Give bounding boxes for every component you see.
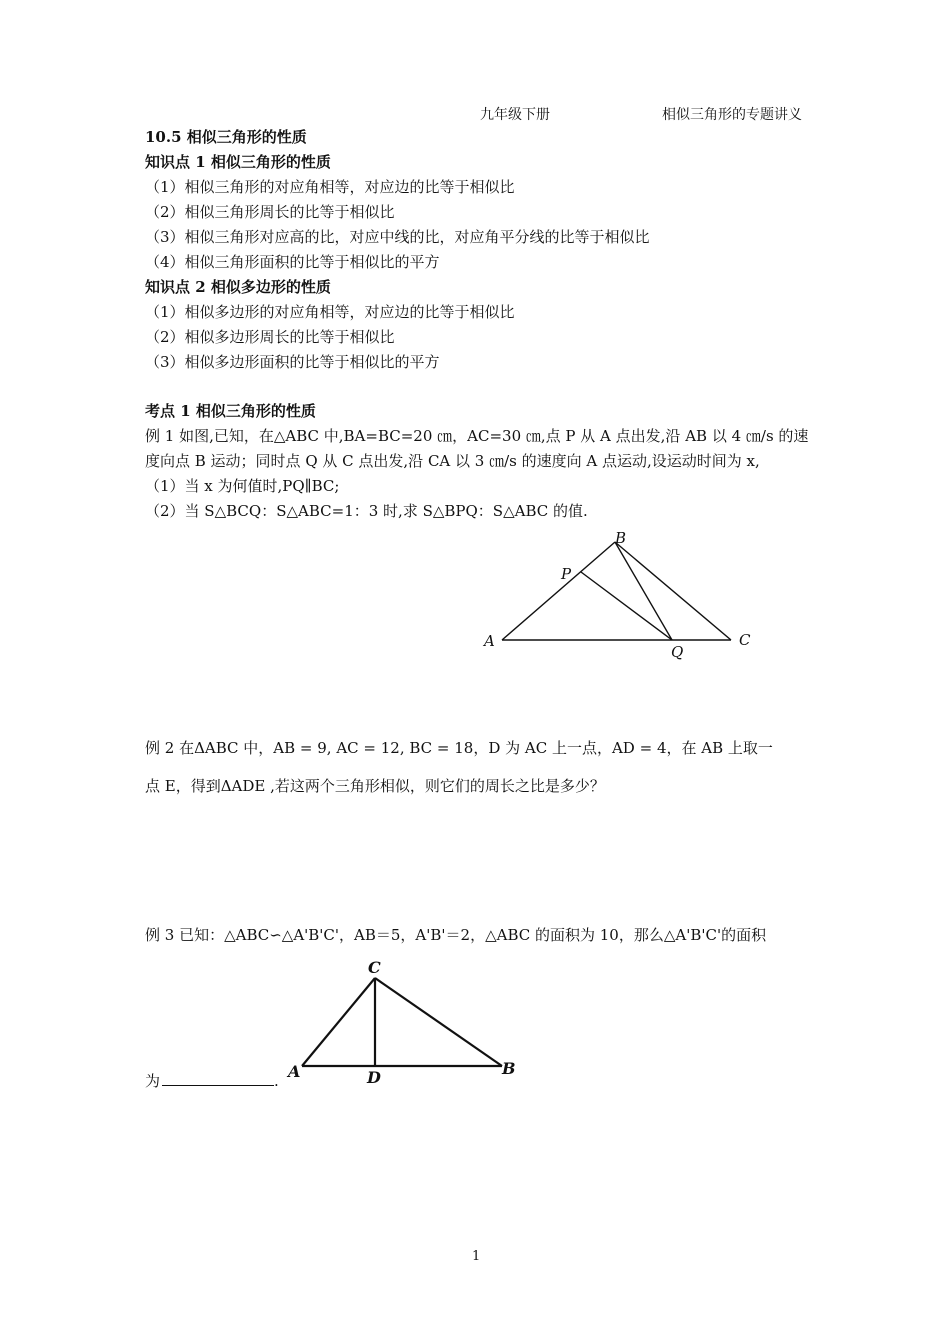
ex1-q2: （2）当 S△BCQ：S△ABC=1：3 时,求 S△BPQ：S△ABC 的值. (145, 502, 588, 520)
triangle-figure-1 (475, 528, 765, 668)
ex1-line2: 度向点 B 运动；同时点 Q 从 C 点出发,沿 CA 以 3 ㎝/s 的速度向 A 点运动,设运动时间为 x, (145, 452, 760, 470)
label-b: B (615, 529, 627, 547)
ex3-prefix: 为 (145, 1072, 161, 1090)
k2-item: （3）相似多边形面积的比等于相似比的平方 (145, 353, 440, 371)
ex3-line1: 例 3 已知：△ABC∽△A'B'C'，AB＝5，A'B'＝2，△ABC 的面积为 10，那么△A'B'C'的面积 (145, 926, 767, 944)
segment-ab (502, 542, 615, 640)
label-a: A (484, 632, 495, 650)
triangle-figure-3 (282, 952, 532, 1092)
ex1-q1: （1）当 x 为何值时,PQ∥BC; (145, 477, 340, 495)
k2-item: （1）相似多边形的对应角相等，对应边的比等于相似比 (145, 303, 515, 321)
segment-ac (302, 978, 375, 1066)
label-q: Q (671, 643, 684, 661)
ex2-line1: 例 2 在ΔABC 中，AB = 9, AC = 12, BC = 18，D 为 AC 上一点，AD = 4，在 AB 上取一 (145, 739, 773, 757)
k1-item: （1）相似三角形的对应角相等，对应边的比等于相似比 (145, 178, 515, 196)
label-d: D (367, 1068, 381, 1087)
label-b: B (502, 1059, 516, 1078)
page-number: 1 (472, 1249, 481, 1264)
k2-title: 知识点 2 相似多边形的性质 (145, 278, 331, 296)
label-a: A (288, 1062, 301, 1081)
k1-item: （2）相似三角形周长的比等于相似比 (145, 203, 395, 221)
k1-item: （3）相似三角形对应高的比，对应中线的比，对应角平分线的比等于相似比 (145, 228, 650, 246)
ex3-line2 (145, 1070, 279, 1091)
k2-item: （2）相似多边形周长的比等于相似比 (145, 328, 395, 346)
segment-pq (581, 572, 672, 640)
label-c: C (739, 631, 751, 649)
ex1-line1: 例 1 如图,已知，在△ABC 中,BA=BC=20 ㎝，AC=30 ㎝,点 P 从 A 点出发,沿 AB 以 4 ㎝/s 的速 (145, 427, 809, 445)
header-grade: 九年级下册 (480, 107, 550, 123)
segment-bq (615, 542, 672, 640)
k1-item: （4）相似三角形面积的比等于相似比的平方 (145, 253, 440, 271)
ex2-line2: 点 E，得到ΔADE ,若这两个三角形相似，则它们的周长之比是多少？ (145, 777, 605, 795)
label-p: P (561, 565, 572, 583)
k1-title: 知识点 1 相似三角形的性质 (145, 153, 331, 171)
header-title: 相似三角形的专题讲义 (662, 107, 802, 123)
segment-bc (615, 542, 731, 640)
kaodian1-title: 考点 1 相似三角形的性质 (145, 402, 316, 420)
ex3-suffix: . (274, 1072, 279, 1090)
answer-blank[interactable] (162, 1071, 274, 1086)
segment-cb (375, 978, 502, 1066)
label-c: C (368, 958, 381, 977)
section-title: 10.5 相似三角形的性质 (145, 128, 307, 146)
